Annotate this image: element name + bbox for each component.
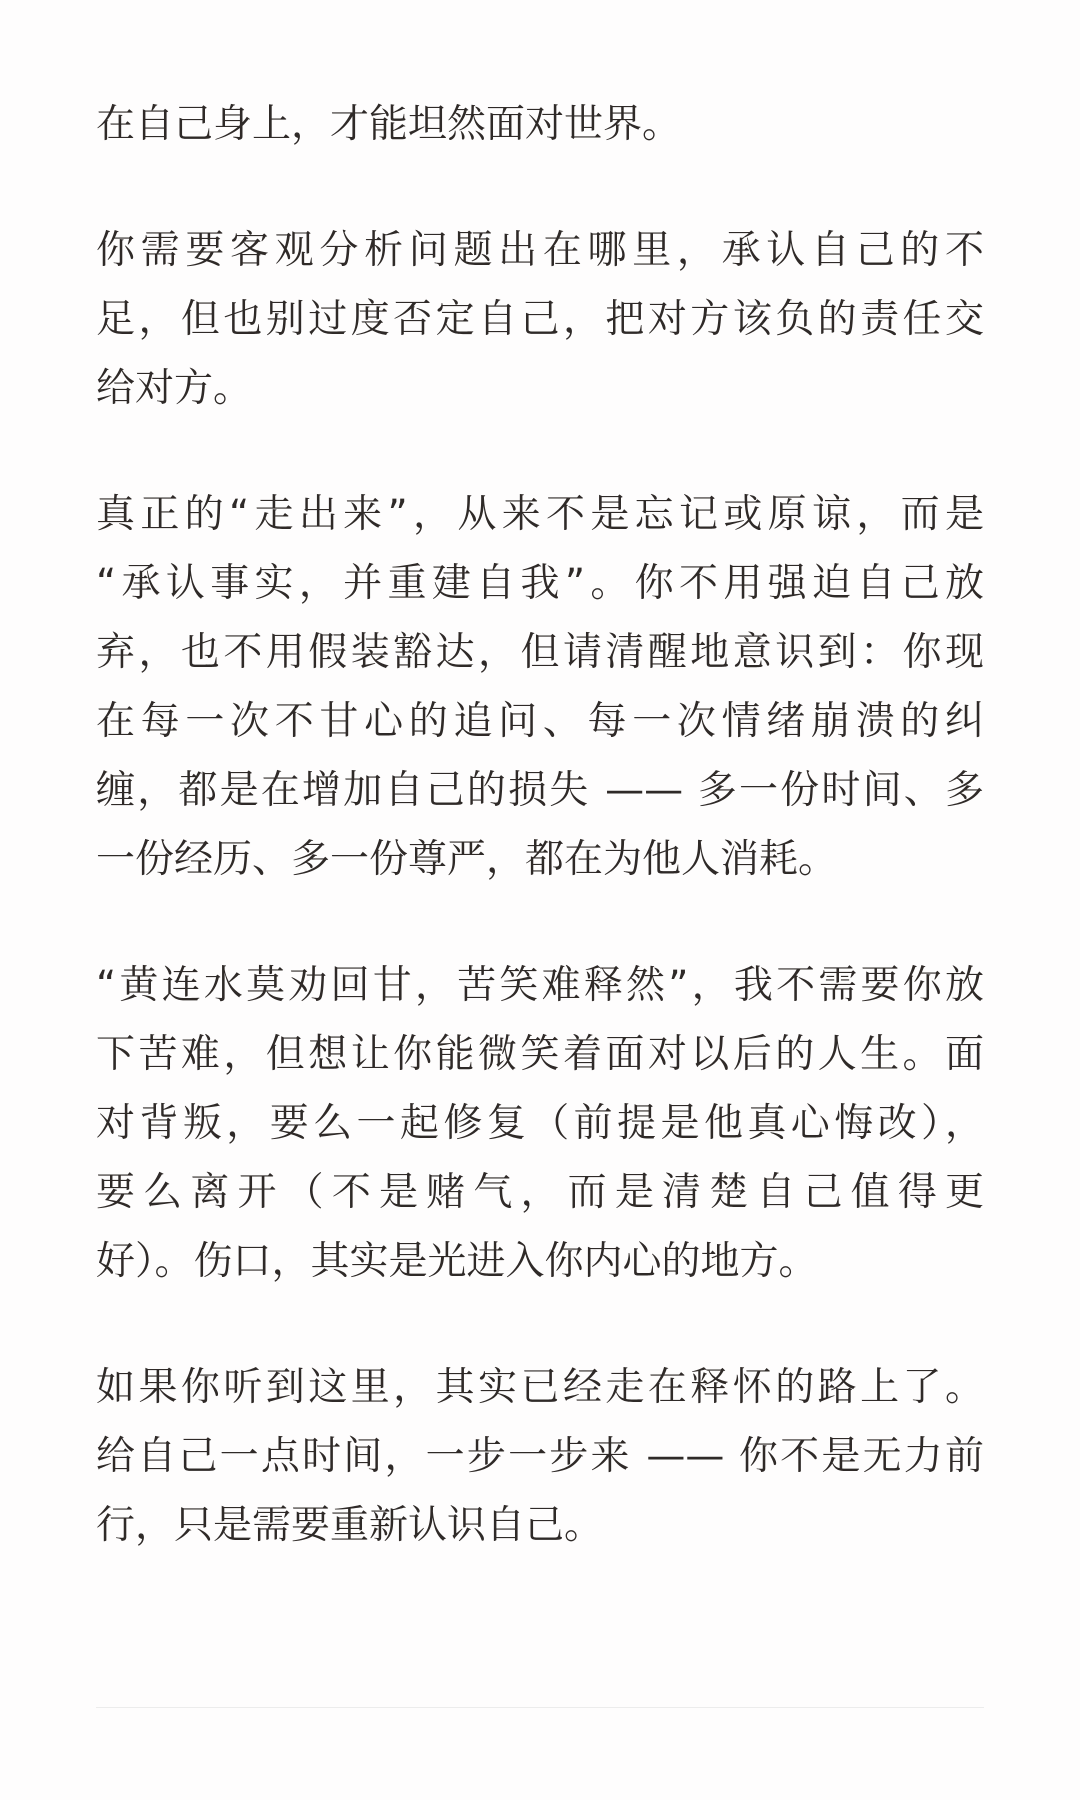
text-line: “黄连水莫劝回甘，苦笑难释然”，我不需要你放 xyxy=(96,963,984,1008)
text-line: 缠，都是在增加自己的损失 —— 多一份时间、多 xyxy=(96,768,984,813)
text-line: 下苦难，但想让你能微笑着面对以后的人生。面 xyxy=(96,1032,984,1077)
text-line: 行，只是需要重新认识自己。 xyxy=(96,1503,604,1548)
bottom-divider xyxy=(96,1707,984,1708)
text-line: 在每一次不甘心的追问、每一次情绪崩溃的纠 xyxy=(96,699,984,744)
text-line: 好）。伤口，其实是光进入你内心的地方。 xyxy=(96,1239,818,1284)
text-line: 真正的“走出来”，从来不是忘记或原谅，而是 xyxy=(96,492,984,537)
paragraph xyxy=(96,480,984,894)
text-line: 弃，也不用假装豁达，但请清醒地意识到：你现 xyxy=(96,630,984,675)
paragraph xyxy=(96,1353,984,1560)
text-line: 一份经历、多一份尊严，都在为他人消耗。 xyxy=(96,837,838,882)
paragraph xyxy=(96,216,984,423)
paragraph xyxy=(96,90,984,159)
paragraph xyxy=(96,951,984,1296)
text-line: 你需要客观分析问题出在哪里，承认自己的不 xyxy=(96,228,984,273)
text-line: 要么离开（不是赌气，而是清楚自己值得更 xyxy=(96,1170,984,1215)
text-line: 给自己一点时间，一步一步来 —— 你不是无力前 xyxy=(96,1434,984,1479)
text-line: 足，但也别过度否定自己，把对方该负的责任交 xyxy=(96,297,984,342)
text-line: 如果你听到这里，其实已经走在释怀的路上了。 xyxy=(96,1365,984,1410)
text-line: “承认事实，并重建自我”。你不用强迫自己放 xyxy=(96,561,984,606)
text-line: 在自己身上，才能坦然面对世界。 xyxy=(96,102,682,147)
text-line: 对背叛，要么一起修复（前提是他真心悔改）， xyxy=(96,1101,984,1146)
article-body xyxy=(96,90,984,1617)
text-line: 给对方。 xyxy=(96,366,253,411)
